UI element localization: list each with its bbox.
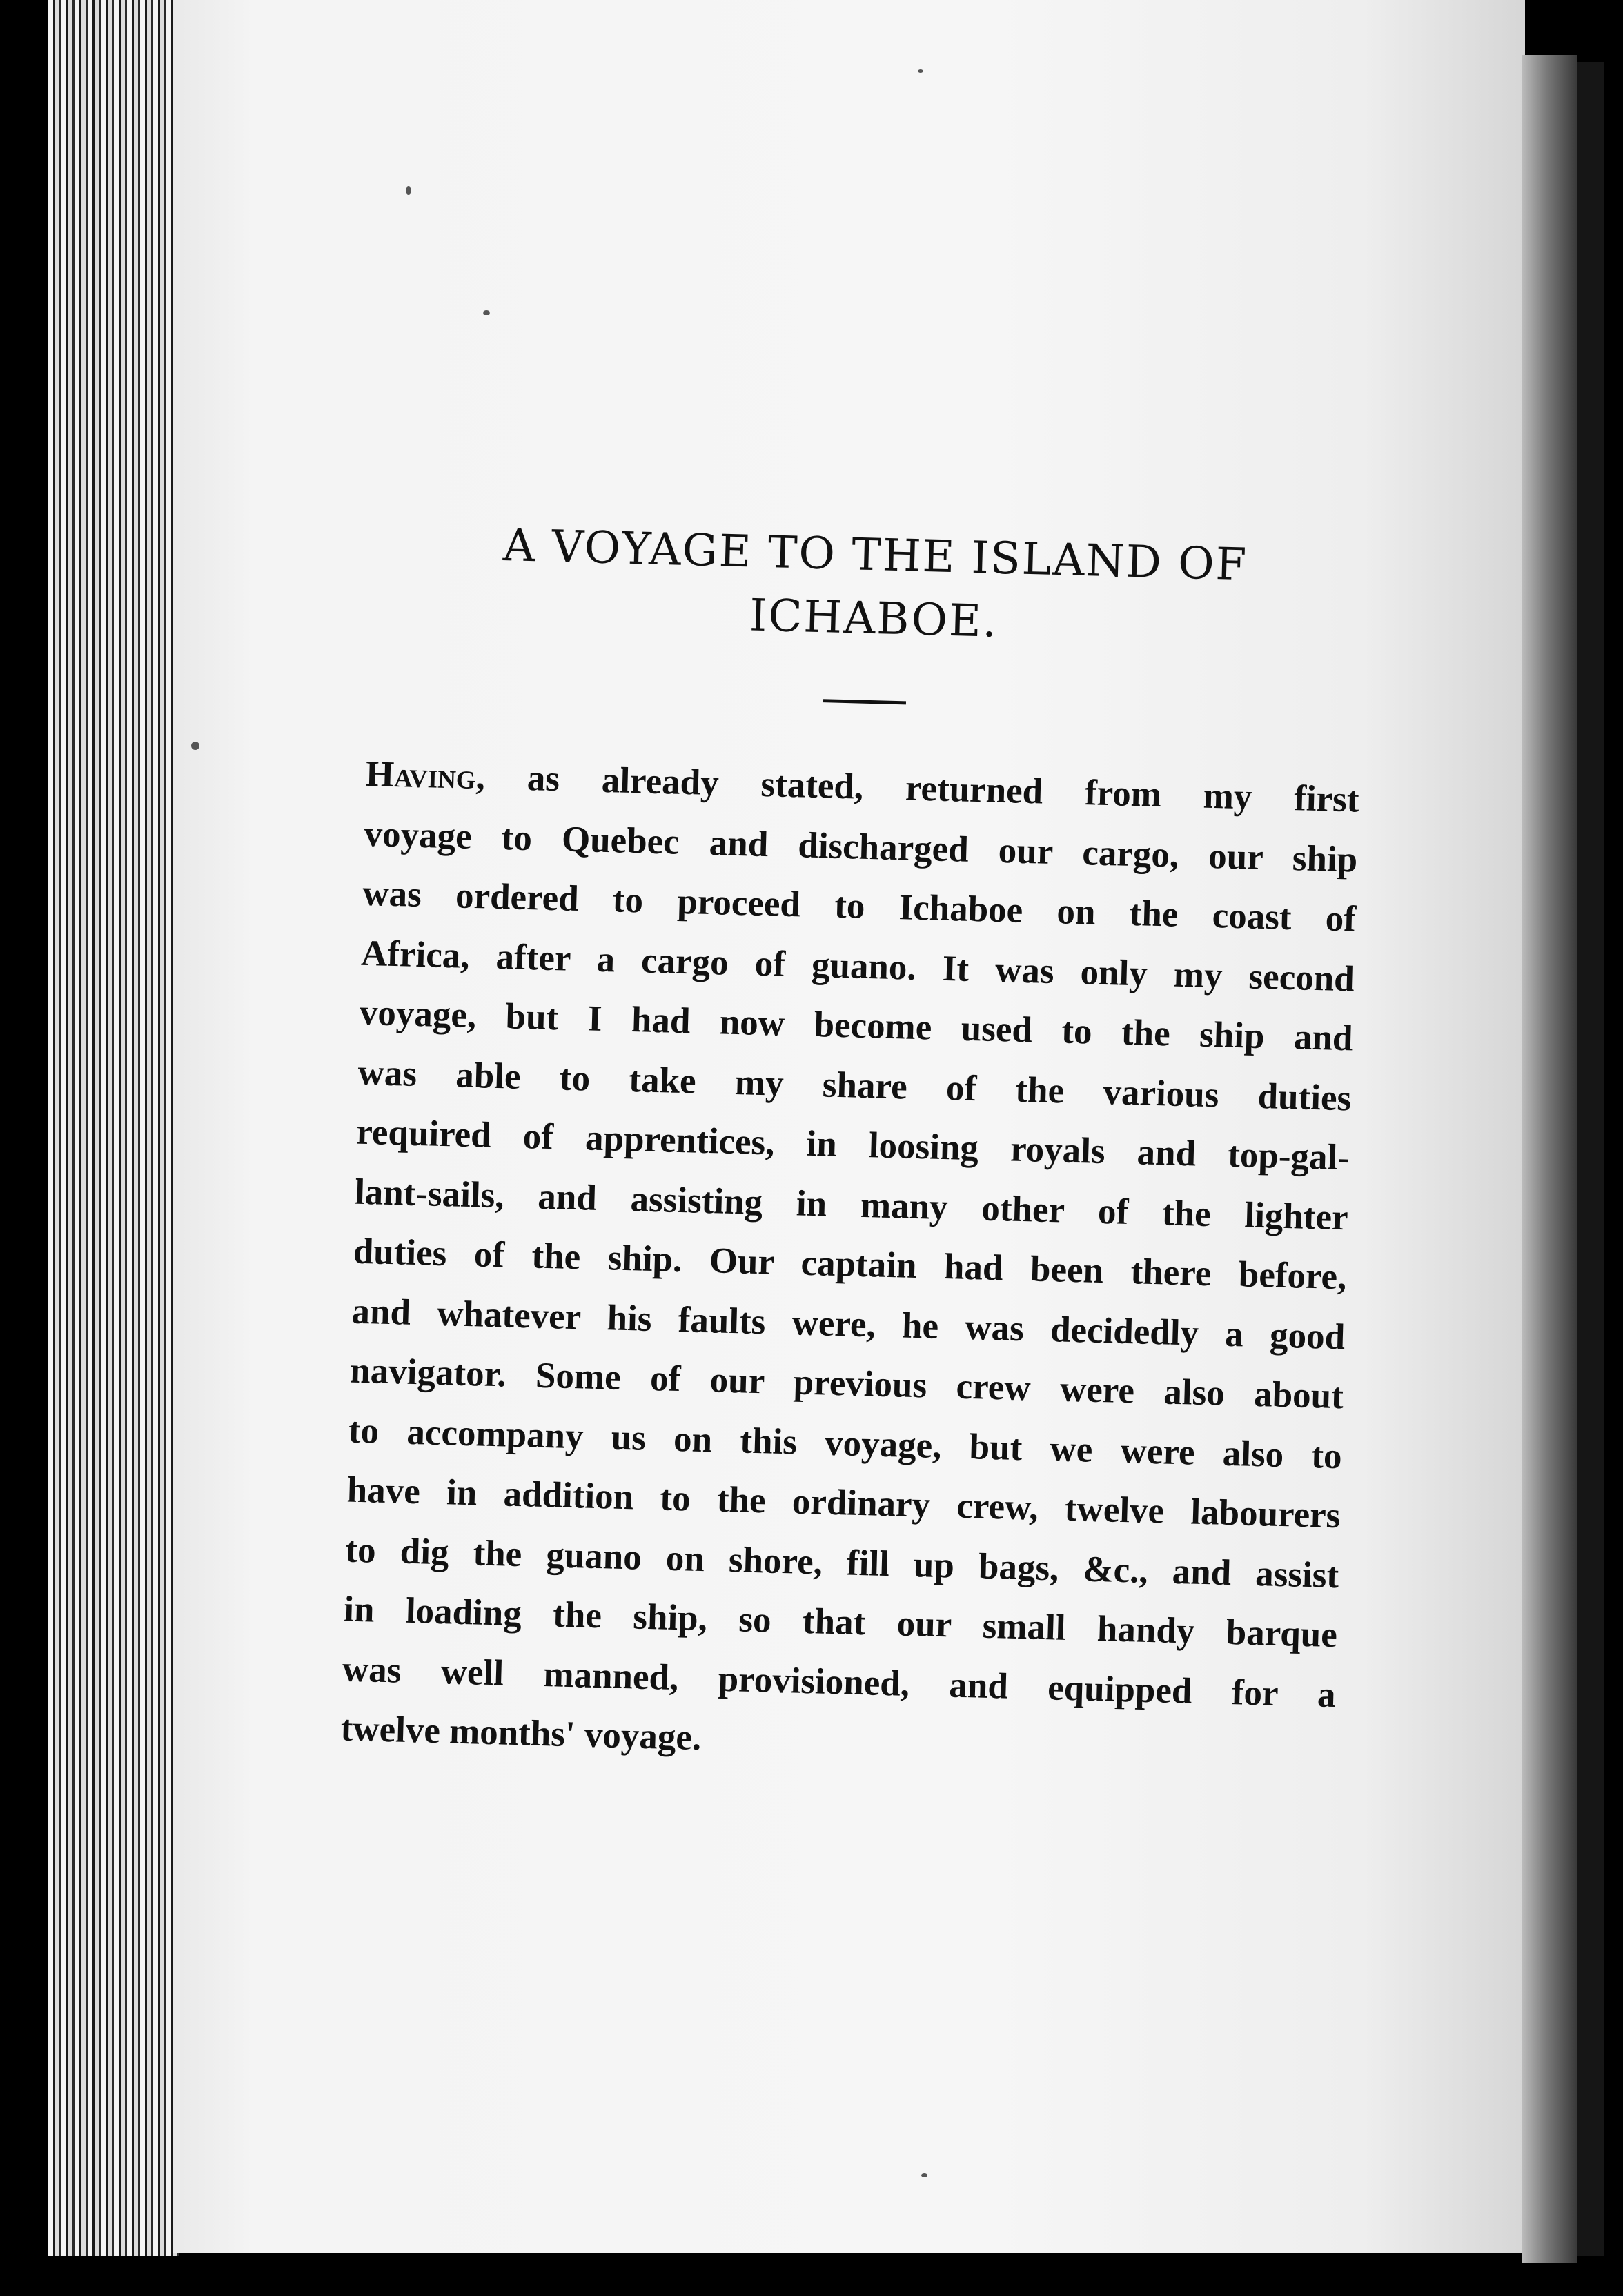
- title-rule: [823, 699, 906, 704]
- dust-speck: [918, 69, 923, 73]
- dust-speck: [191, 742, 199, 750]
- chapter-paragraph: [340, 744, 1360, 1785]
- paragraph-line: Africa, after a cargo of guano. It was only my second: [360, 933, 1355, 999]
- paragraph-line: was able to take my share of the various duties: [357, 1052, 1352, 1118]
- paragraph-line: have in addition to the ordinary crew, twelve labourers: [346, 1469, 1341, 1536]
- paragraph-line: required of apprentices, in loosing royals and top-gal-: [355, 1111, 1350, 1178]
- paragraph-line: lant-sails, and assisting in many other of the lighter: [354, 1171, 1349, 1238]
- paragraph-line: was well manned, provisioned, and equipped for a: [342, 1648, 1337, 1715]
- dust-speck: [406, 186, 411, 195]
- chapter-title-line: A VOYAGE TO THE ISLAND OF: [502, 519, 1248, 591]
- binding-gutter: [1522, 55, 1577, 2263]
- chapter-title: [383, 511, 1366, 664]
- facing-page-edge: [1577, 62, 1604, 2256]
- paragraph-line: voyage, but I had now become used to the ship and: [359, 992, 1354, 1059]
- paragraph-line: was ordered to proceed to Ichaboe on the coast of: [362, 873, 1357, 940]
- dust-speck: [921, 2173, 927, 2177]
- paragraph-line: to accompany us on this voyage, but we were also to: [348, 1410, 1343, 1476]
- opening-word: Having,: [365, 753, 486, 798]
- chapter-content: [340, 511, 1366, 1785]
- paragraph-line: navigator. Some of our previous crew were also about: [349, 1350, 1344, 1417]
- chapter-title-line: ICHABOE.: [749, 590, 999, 648]
- paragraph-line: in loading the ship, so that our small handy barque: [343, 1589, 1338, 1656]
- paragraph-line: to dig the guano on shore, fill up bags, &c., and assist: [344, 1529, 1339, 1596]
- paragraph-line-text: as already stated, returned from my first: [484, 757, 1360, 820]
- paragraph-line: twelve months' voyage.: [340, 1708, 702, 1759]
- paragraph-line: duties of the ship. Our captain had been there before,: [353, 1231, 1348, 1298]
- stacked-page-edges: [48, 0, 179, 2256]
- dust-speck: [483, 310, 490, 315]
- paragraph-line: voyage to Quebec and discharged our cargo, our ship: [363, 813, 1359, 880]
- paragraph-line: and whatever his faults were, he was decidedly a good: [351, 1291, 1346, 1357]
